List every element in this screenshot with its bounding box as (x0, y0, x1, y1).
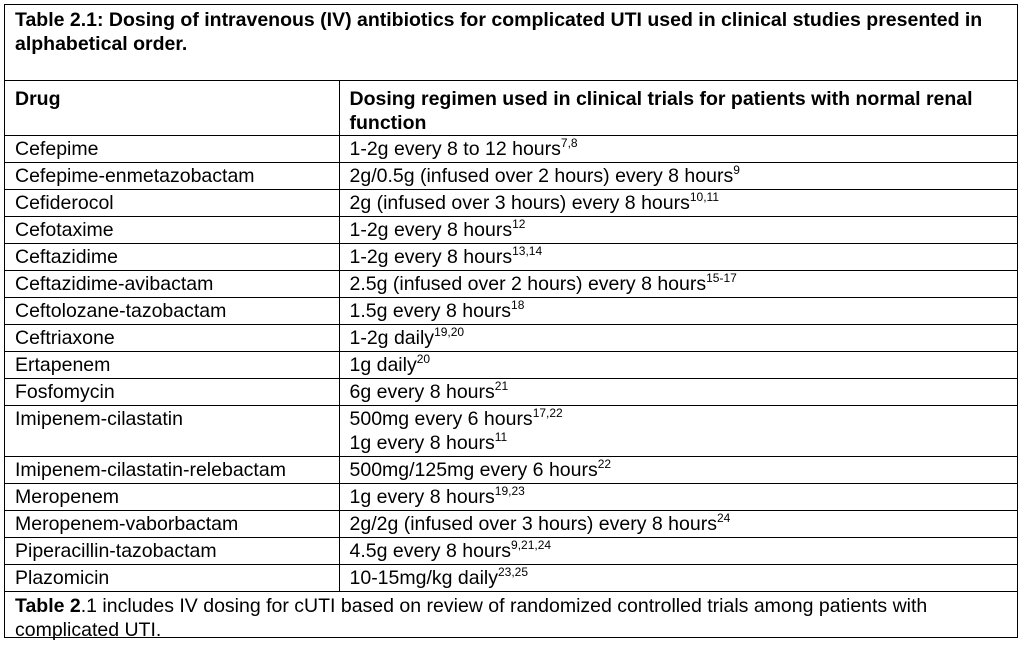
regimen-text: 4.5g every 8 hours (349, 540, 512, 562)
table-frame (4, 4, 1018, 641)
table-header-row (5, 81, 1017, 136)
table-row (5, 565, 1017, 592)
regimen-cell (339, 190, 1017, 217)
regimen-cell (339, 511, 1017, 538)
header-drug: Drug (5, 81, 339, 136)
regimen-line (350, 431, 1018, 455)
regimen-cell (339, 406, 1017, 457)
regimen-line (350, 272, 1018, 296)
drug-cell: Cefepime (5, 136, 339, 163)
regimen-cell (339, 457, 1017, 484)
regimen-cell (339, 484, 1017, 511)
reference-superscript: 19,20 (434, 325, 465, 339)
regimen-cell (339, 244, 1017, 271)
drug-cell: Plazomicin (5, 565, 339, 592)
reference-superscript: 23,25 (498, 565, 529, 579)
regimen-cell (339, 538, 1017, 565)
table-caption: Table 2.1: Dosing of intravenous (IV) antibiotics for complicated UTI used in clinical studies presented in alphabetical order. (5, 5, 1017, 81)
regimen-cell (339, 271, 1017, 298)
reference-superscript: 7,8 (560, 136, 578, 150)
reference-superscript: 11 (494, 430, 508, 444)
table-row (5, 298, 1017, 325)
table-row (5, 190, 1017, 217)
reference-superscript: 20 (416, 352, 431, 366)
drug-cell: Fosfomycin (5, 379, 339, 406)
regimen-cell (339, 352, 1017, 379)
drug-cell: Cefotaxime (5, 217, 339, 244)
regimen-line (350, 512, 1018, 536)
regimen-line (350, 380, 1018, 404)
regimen-text: 1.5g every 8 hours (349, 300, 512, 322)
table-row (5, 484, 1017, 511)
reference-superscript: 15-17 (706, 271, 737, 285)
drug-cell: Imipenem-cilastatin (5, 406, 339, 457)
regimen-cell (339, 565, 1017, 592)
footnote-bold: Table 2 (15, 595, 81, 617)
drug-cell: Cefiderocol (5, 190, 339, 217)
drug-cell: Ceftriaxone (5, 325, 339, 352)
reference-superscript: 9,21,24 (511, 538, 552, 552)
table-row (5, 325, 1017, 352)
table-row (5, 406, 1017, 457)
regimen-text: 1-2g every 8 hours (349, 219, 513, 241)
regimen-cell (339, 136, 1017, 163)
reference-superscript: 22 (597, 457, 612, 471)
regimen-line (350, 485, 1018, 509)
reference-superscript: 9 (733, 163, 740, 177)
reference-superscript: 12 (512, 217, 526, 231)
reference-superscript: 13,14 (512, 244, 543, 258)
table-row (5, 136, 1017, 163)
table-row (5, 379, 1017, 406)
table-row (5, 538, 1017, 565)
table-row (5, 271, 1017, 298)
regimen-cell (339, 163, 1017, 190)
regimen-line (350, 164, 1018, 188)
regimen-cell (339, 379, 1017, 406)
regimen-line (350, 218, 1018, 242)
regimen-cell (339, 325, 1017, 352)
reference-superscript: 24 (716, 511, 731, 525)
reference-superscript: 21 (494, 379, 509, 393)
regimen-line (350, 137, 1018, 161)
drug-cell: Imipenem-cilastatin-relebactam (5, 457, 339, 484)
regimen-text: 500mg/125mg every 6 hours (349, 459, 598, 481)
regimen-text: 1g daily (349, 354, 417, 376)
regimen-text: 1g every 8 hours (349, 486, 495, 508)
regimen-line (350, 566, 1018, 590)
reference-superscript: 10,11 (689, 190, 719, 204)
drug-cell: Ceftazidime-avibactam (5, 271, 339, 298)
regimen-text: 1g every 8 hours (349, 432, 495, 454)
regimen-line (350, 245, 1018, 269)
regimen-text: 2g (infused over 3 hours) every 8 hours (349, 192, 690, 214)
drug-cell: Cefepime-enmetazobactam (5, 163, 339, 190)
regimen-text: 6g every 8 hours (349, 381, 495, 403)
regimen-text: 1-2g every 8 to 12 hours (349, 138, 561, 160)
table-footnote (5, 592, 1017, 642)
regimen-line (350, 353, 1018, 377)
regimen-text: 2g/2g (infused over 3 hours) every 8 hours (349, 513, 717, 535)
reference-superscript: 17,22 (532, 406, 563, 420)
drug-cell: Ceftazidime (5, 244, 339, 271)
table-row (5, 457, 1017, 484)
table-row (5, 244, 1017, 271)
table-body (5, 136, 1017, 592)
regimen-text: 10-15mg/kg daily (349, 567, 498, 589)
table-row (5, 352, 1017, 379)
regimen-cell (339, 217, 1017, 244)
regimen-line (350, 458, 1018, 482)
regimen-text: 500mg every 6 hours (349, 408, 533, 430)
header-regimen: Dosing regimen used in clinical trials for patients with normal renal function (339, 81, 1017, 136)
drug-cell: Piperacillin-tazobactam (5, 538, 339, 565)
regimen-line (350, 326, 1018, 350)
regimen-text: 2g/0.5g (infused over 2 hours) every 8 hours (349, 165, 734, 187)
regimen-text: 2.5g (infused over 2 hours) every 8 hours (349, 273, 707, 295)
regimen-line (350, 407, 1018, 431)
drug-cell: Ertapenem (5, 352, 339, 379)
reference-superscript: 18 (511, 298, 525, 312)
drug-cell: Ceftolozane-tazobactam (5, 298, 339, 325)
regimen-line (350, 539, 1018, 563)
regimen-line (350, 299, 1018, 323)
regimen-line (350, 191, 1018, 215)
footnote-text: .1 includes IV dosing for cUTI based on review of randomized controlled trials among patients with complicated UTI. (15, 595, 928, 641)
dosing-table (5, 81, 1017, 592)
table-row (5, 163, 1017, 190)
regimen-cell (339, 298, 1017, 325)
drug-cell: Meropenem (5, 484, 339, 511)
table-row (5, 217, 1017, 244)
reference-superscript: 19,23 (494, 484, 525, 498)
drug-cell: Meropenem-vaborbactam (5, 511, 339, 538)
regimen-text: 1-2g every 8 hours (349, 246, 513, 268)
regimen-text: 1-2g daily (349, 327, 435, 349)
table-row (5, 511, 1017, 538)
